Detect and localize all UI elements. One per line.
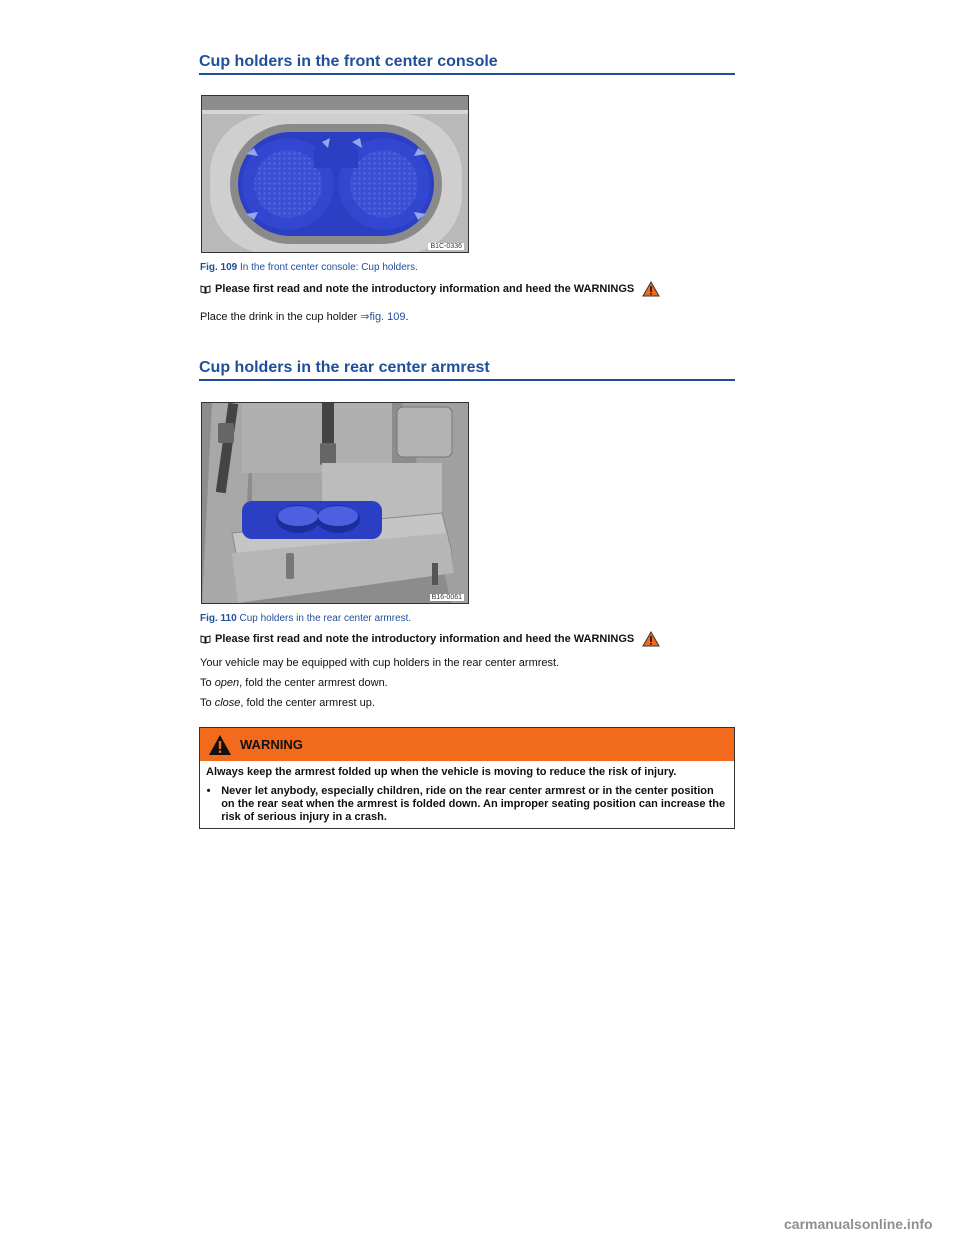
watermark: carmanualsonline.info	[784, 1216, 933, 1232]
paragraph-period: .	[405, 311, 409, 323]
intro-note	[200, 631, 660, 647]
book-icon	[200, 635, 211, 644]
figure-code: B1C-0336	[430, 243, 462, 250]
bullet-icon: •	[206, 785, 211, 797]
paragraph-text: To	[200, 697, 215, 709]
figure-caption	[200, 613, 411, 624]
paragraph-equipment: Your vehicle may be equipped with cup holders in the rear center armrest.	[200, 657, 560, 669]
emphasis-open: open	[214, 677, 240, 689]
fig-109-link[interactable]	[360, 311, 405, 323]
rear-armrest-illustration	[202, 403, 469, 604]
section-heading-rear-cup-holders: Cup holders in the rear center armrest	[199, 359, 735, 381]
paragraph-text: , fold the center armrest down.	[239, 677, 388, 689]
intro-note	[200, 281, 660, 297]
caption-label: Fig. 110	[200, 613, 237, 624]
intro-note-text: Please first read and note the introductory information and heed the WARNINGS	[215, 283, 635, 295]
caption-text: Cup holders in the rear center armrest.	[239, 613, 412, 624]
warning-triangle-icon[interactable]	[642, 631, 660, 647]
warning-box	[199, 727, 735, 829]
paragraph-close	[200, 697, 375, 709]
front-console-illustration	[202, 96, 469, 253]
instruction-paragraph	[200, 310, 409, 323]
section-heading-front-cup-holders: Cup holders in the front center console	[199, 53, 735, 75]
emphasis-close: close	[214, 697, 241, 709]
figure-rear-cup-holders	[201, 402, 469, 604]
book-icon	[200, 285, 211, 294]
arrow-icon: ⇒	[360, 311, 370, 323]
caption-label: Fig. 109	[200, 262, 238, 273]
figure-front-cup-holders	[201, 95, 469, 253]
warning-header	[200, 728, 734, 761]
warning-icon	[208, 734, 232, 756]
figure-caption	[200, 262, 418, 273]
warning-bullet-text: Never let anybody, especially children, ride on the rear center armrest or in the center position on the rear seat when the armrest is folded down. An improper seating position can increase the risk of serious injury in a crash.	[221, 785, 726, 823]
fig-link-text: fig. 109	[369, 311, 406, 323]
warning-title: WARNING	[240, 737, 303, 752]
caption-text: In the front center console: Cup holders.	[240, 262, 418, 273]
intro-note-text: Please first read and note the introductory information and heed the WARNINGS	[215, 633, 635, 645]
paragraph-text: Place the drink in the cup holder	[200, 311, 361, 323]
figure-code: B16-0061	[431, 594, 462, 601]
warning-text: Always keep the armrest folded up when the vehicle is moving to reduce the risk of injury.	[206, 766, 677, 778]
warning-body	[200, 761, 734, 828]
warning-triangle-icon[interactable]	[642, 281, 660, 297]
paragraph-open	[200, 677, 388, 689]
paragraph-text: To	[200, 677, 215, 689]
warning-bullet-item	[206, 785, 728, 824]
paragraph-text: , fold the center armrest up.	[240, 697, 375, 709]
